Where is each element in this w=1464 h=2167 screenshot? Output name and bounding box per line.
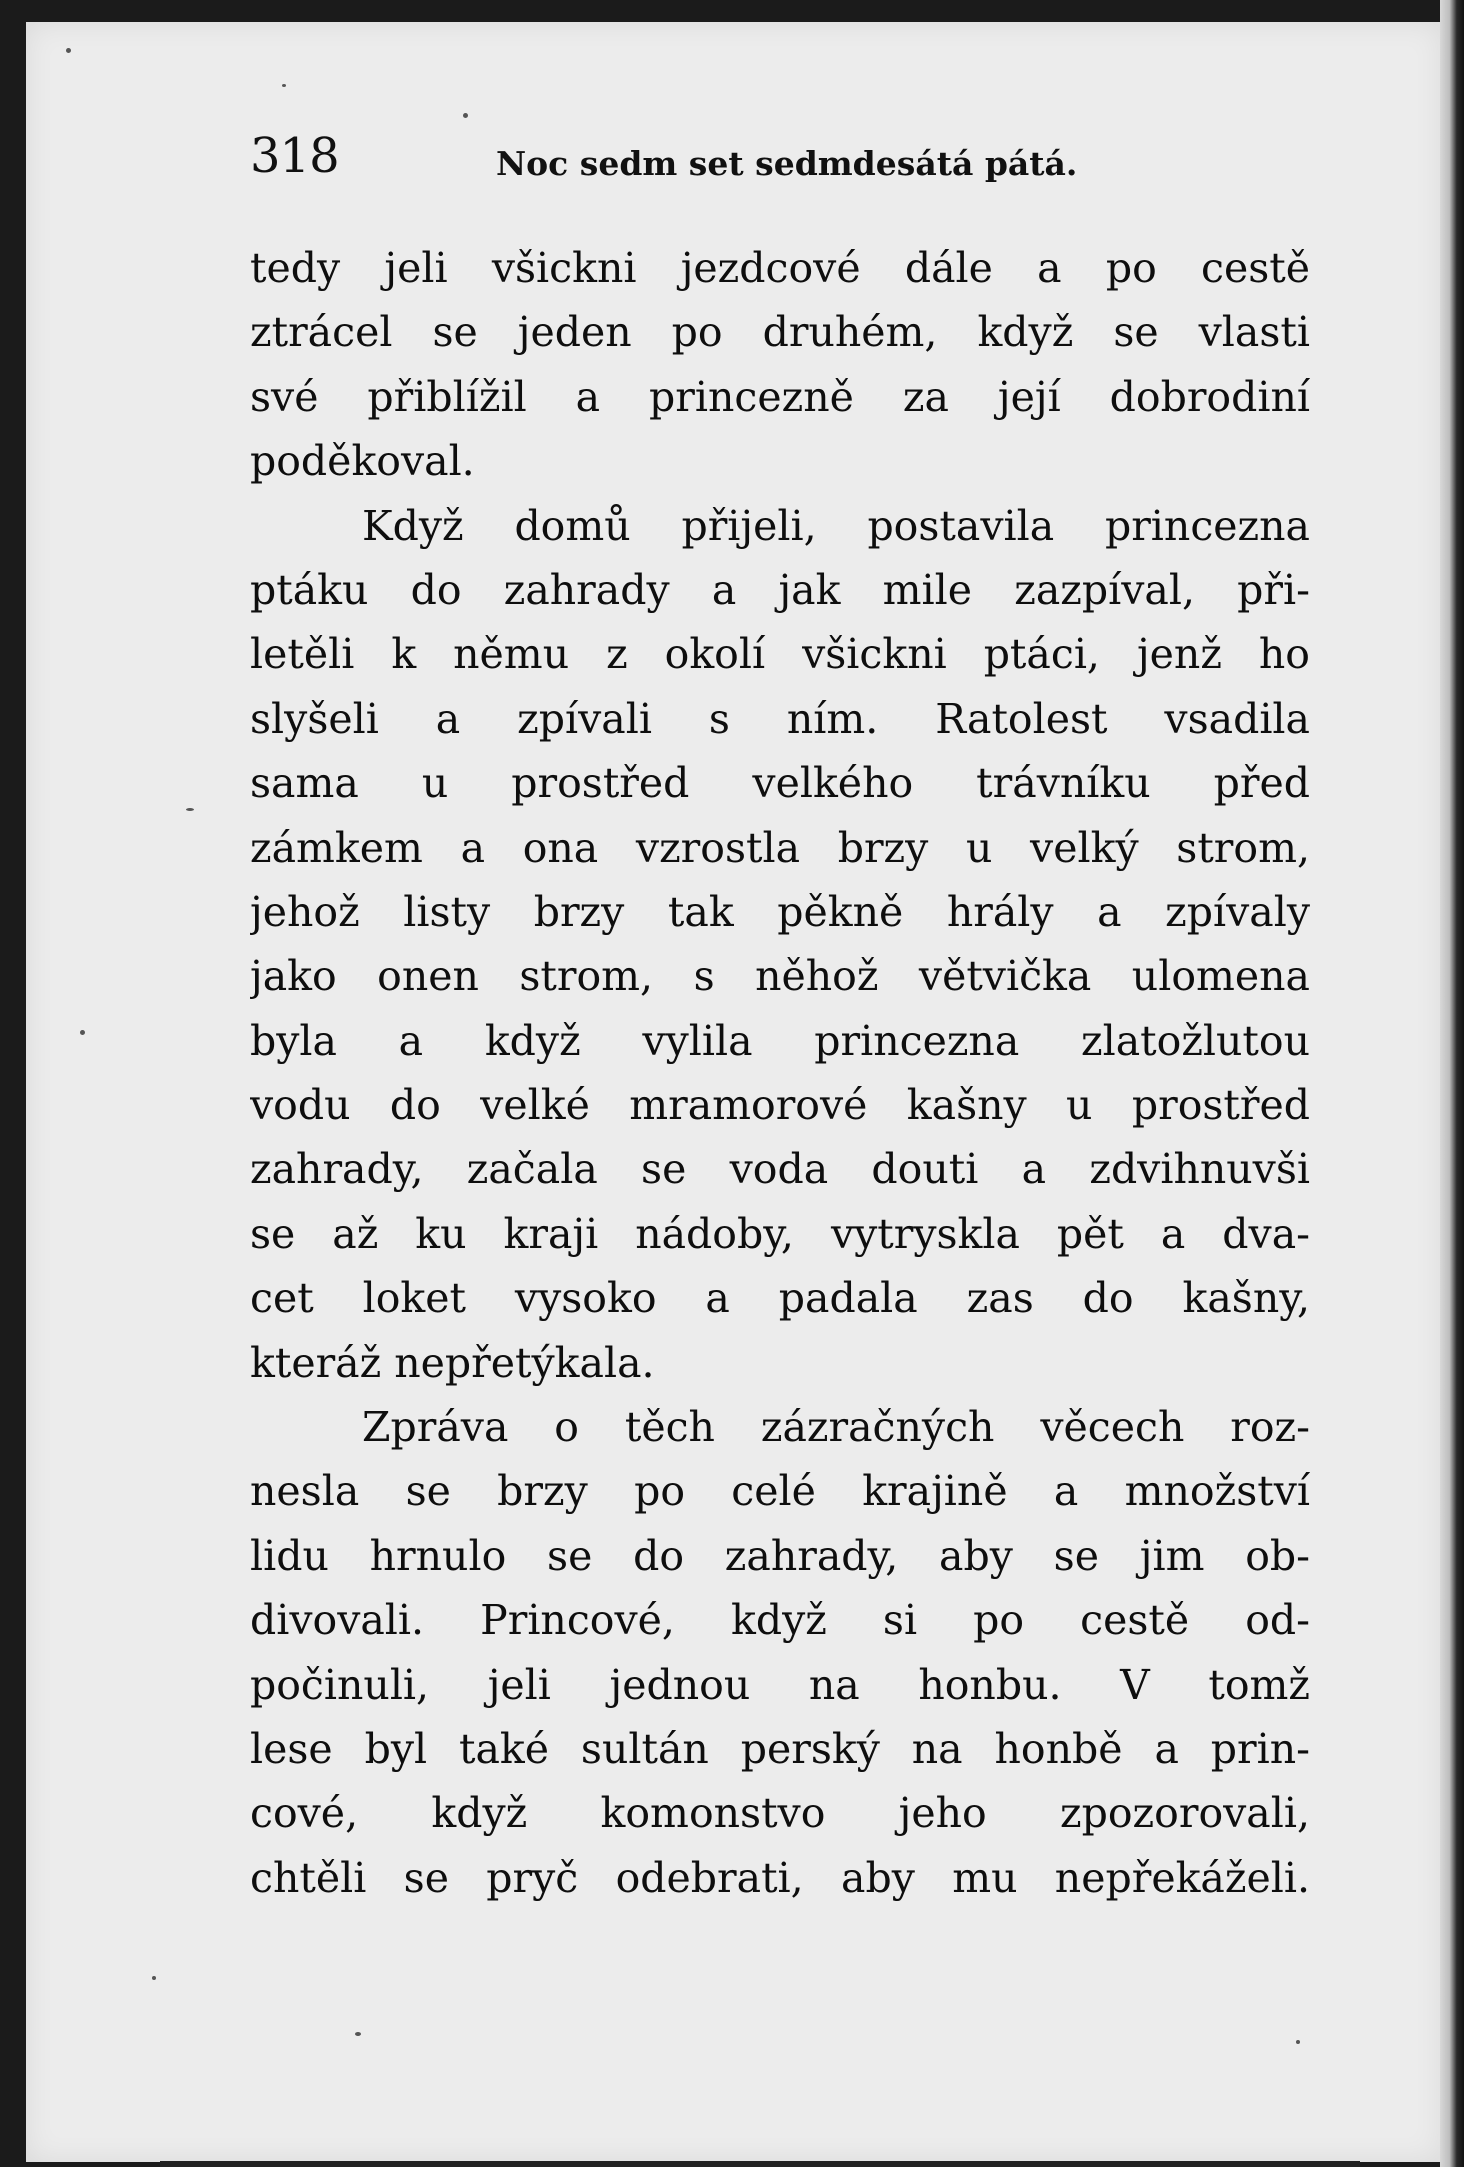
text-line: kteráž nepřetýkala. (250, 1338, 655, 1387)
text-line: lidu hrnulo se do zahrady, aby se jim ob- (250, 1531, 1310, 1580)
text-line: Když domů přijeli, postavila princezna (362, 501, 1310, 550)
bottom-edge-strip (160, 2161, 1360, 2167)
text-line: jehož listy brzy tak pěkně hrály a zpívaly (250, 887, 1310, 936)
text-line: ptáku do zahrady a jak mile zazpíval, při- (250, 565, 1310, 614)
text-line: Zpráva o těch zázračných věcech roz- (362, 1403, 1310, 1452)
running-title: Noc sedm set sedmdesátá pátá. (496, 144, 1078, 183)
text-line: divovali. Princové, když si po cestě od- (250, 1596, 1310, 1645)
text-line: jako onen strom, s něhož větvička ulomena (250, 952, 1310, 1001)
text-line: poděkoval. (250, 437, 475, 486)
text-line: byla a když vylila princezna zlatožlutou (250, 1016, 1310, 1065)
scan-speck (152, 1976, 156, 1980)
scan-speck (282, 84, 286, 87)
page-edge-shadow (1440, 0, 1464, 2167)
text-line: nesla se brzy po celé krajině a množství (250, 1467, 1310, 1516)
text-line: zahrady, začala se voda douti a zdvihnuvši (250, 1145, 1310, 1194)
text-line: tedy jeli všickni jezdcové dále a po cestě (250, 244, 1310, 292)
scan-speck (80, 1030, 85, 1035)
page-number: 318 (250, 128, 339, 184)
text-line: letěli k němu z okolí všickni ptáci, jenž ho (250, 630, 1310, 679)
text-line: vodu do velké mramorové kašny u prostřed (250, 1081, 1310, 1130)
text-line: lese byl také sultán perský na honbě a prin- (250, 1724, 1310, 1773)
page-header (250, 128, 1300, 188)
text-line: se až ku kraji nádoby, vytryskla pět a dva- (250, 1209, 1310, 1258)
text-line: cet loket vysoko a padala zas do kašny, (250, 1274, 1310, 1323)
scan-speck (186, 808, 194, 811)
scan-speck (1296, 2040, 1300, 2044)
text-line: zámkem a ona vzrostla brzy u velký strom, (250, 823, 1310, 872)
scan-speck (66, 48, 71, 53)
text-line: počinuli, jeli jednou na honbu. V tomž (250, 1660, 1310, 1709)
body-text (250, 236, 1310, 1910)
text-line: cové, když komonstvo jeho zpozorovali, (250, 1789, 1310, 1838)
text-line: ztrácel se jeden po druhém, když se vlasti (250, 308, 1310, 357)
scan-speck (355, 2032, 361, 2036)
text-line: slyšeli a zpívali s ním. Ratolest vsadila (250, 694, 1310, 743)
text-line: chtěli se pryč odebrati, aby mu nepřekáželi. (250, 1853, 1310, 1902)
text-line: sama u prostřed velkého trávníku před (250, 759, 1310, 808)
text-line: své přiblížil a princezně za její dobrodiní (250, 372, 1310, 421)
scan-speck (463, 113, 468, 118)
